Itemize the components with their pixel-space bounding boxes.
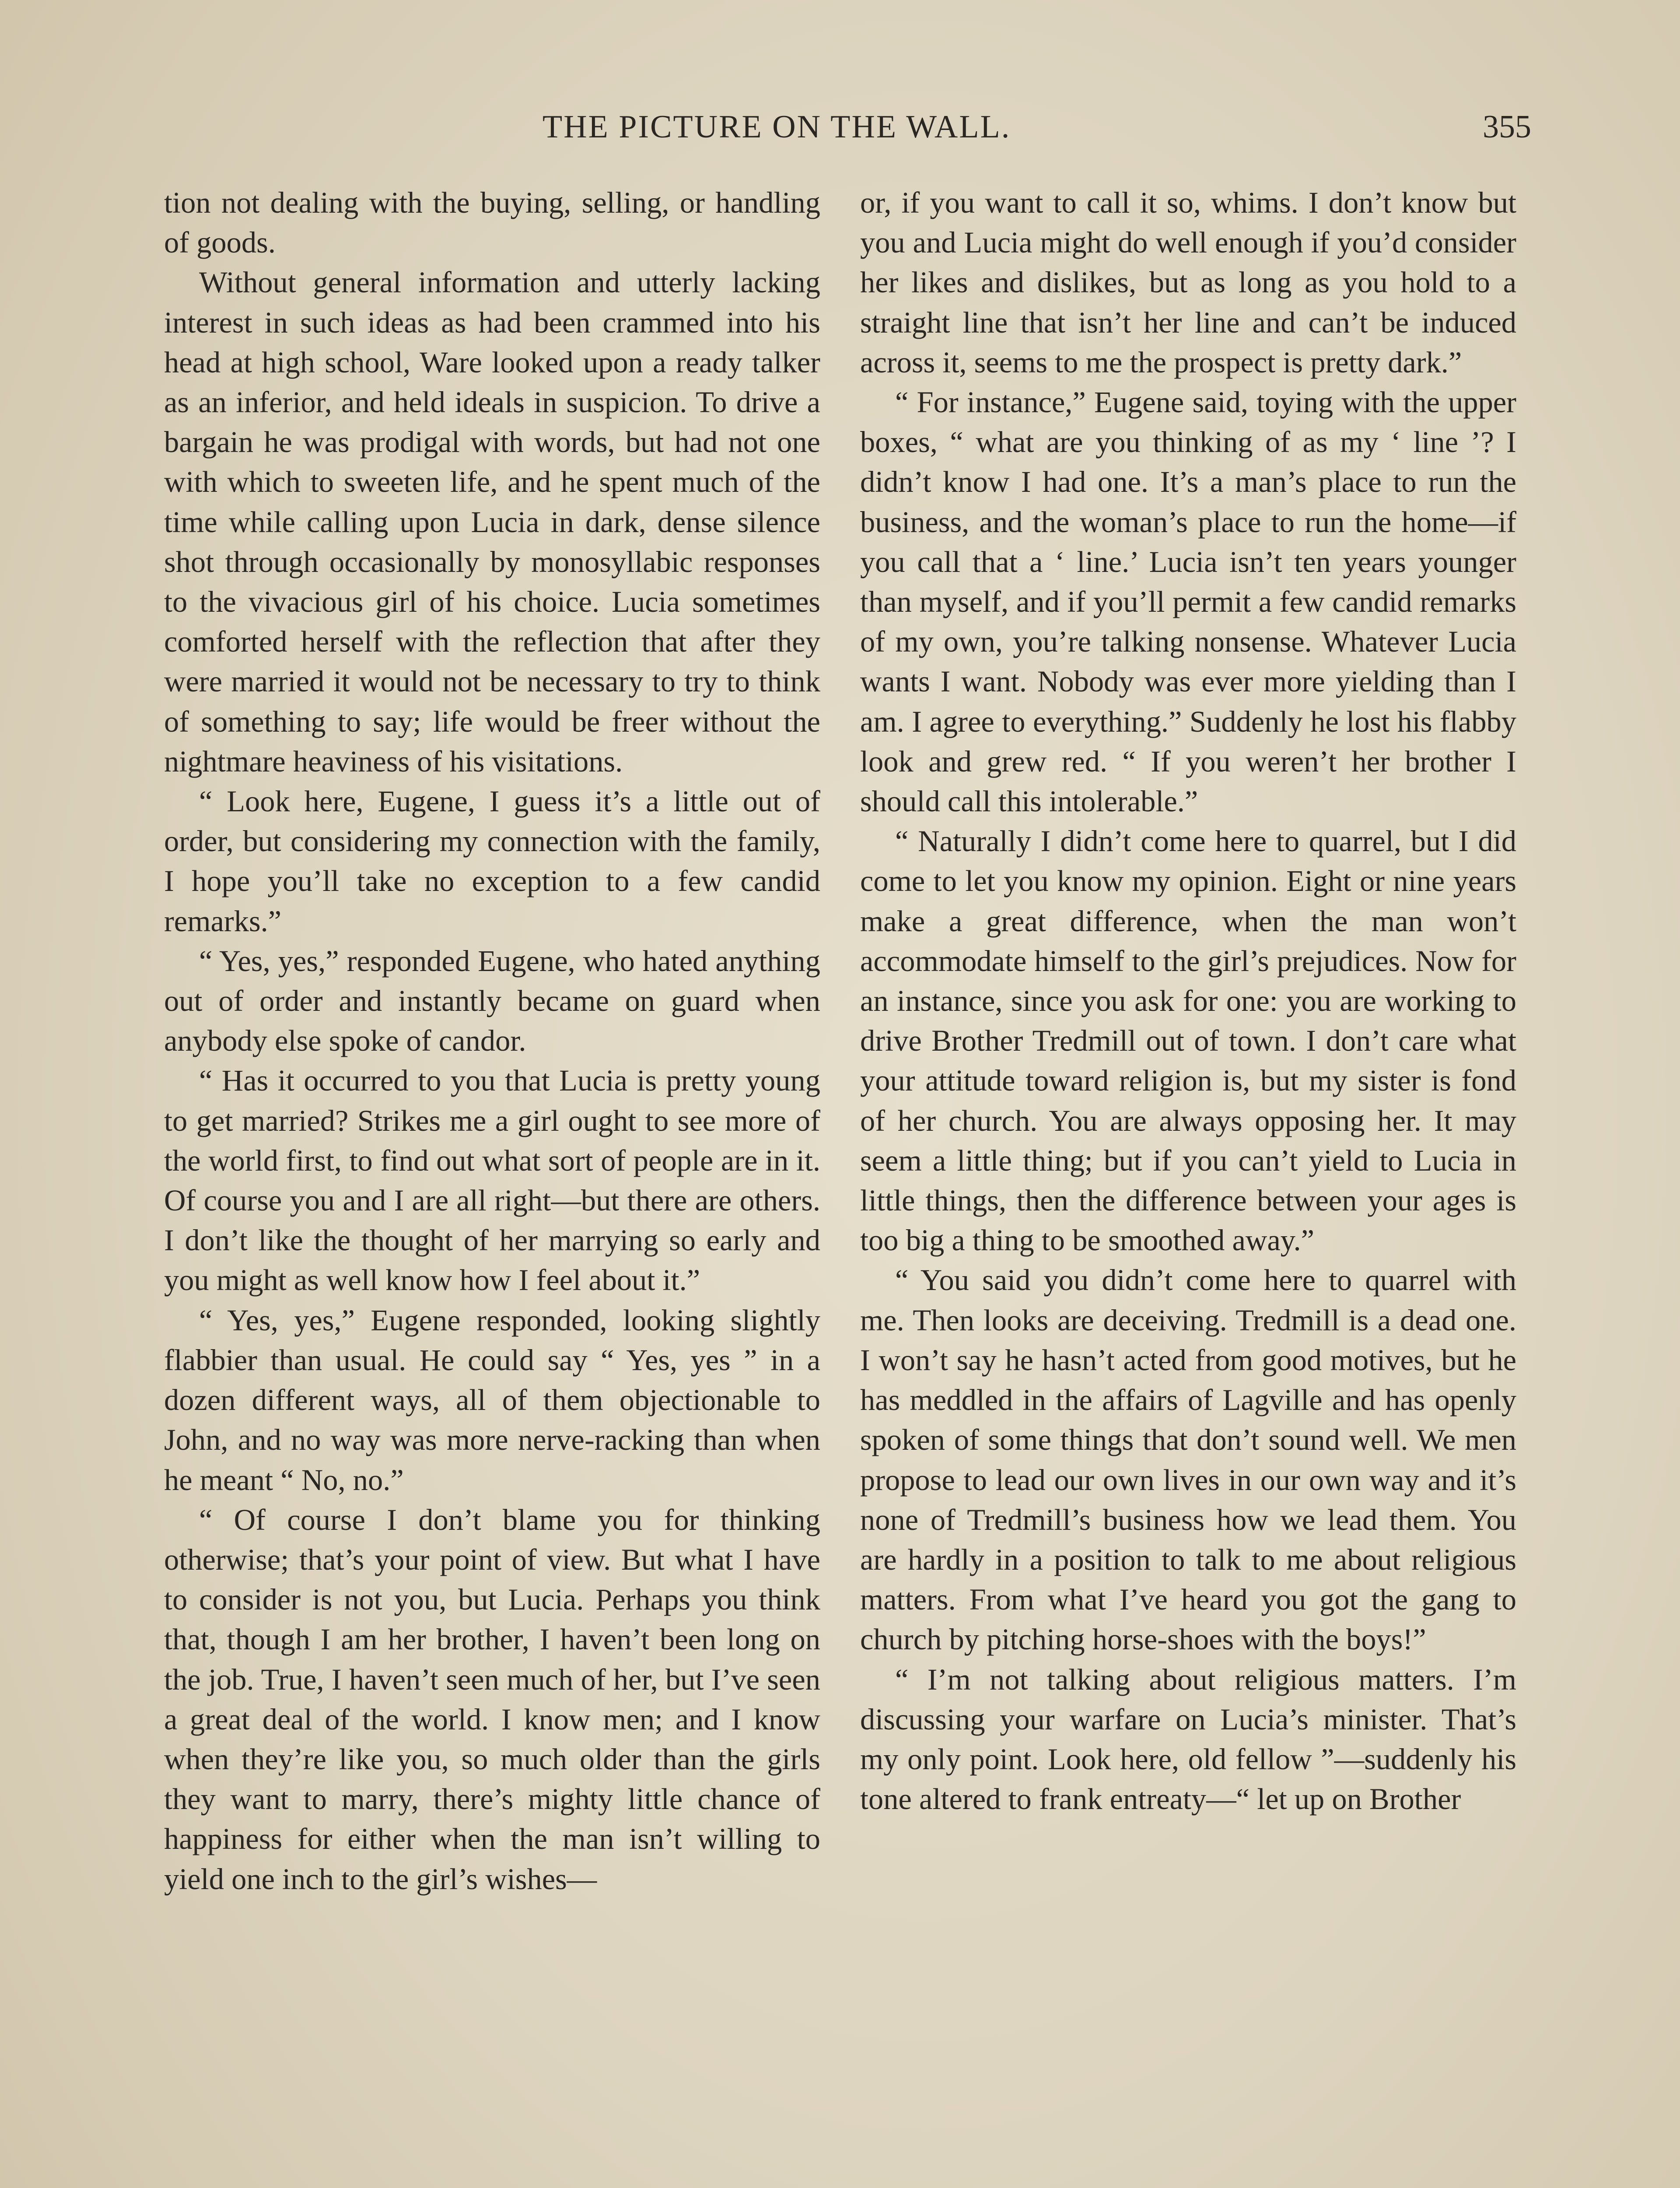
paragraph: “ Of course I don’t blame you for thinking otherwise; that’s your point of view. But what I have to consider is not you, but Lucia. Perhaps you think that, though I am her brother, I haven’t been long on the job. True, I haven’t seen much of her, but I’ve seen a great deal of the world. I know men; and I know when they’re like you, so much older than the girls they want to marry, there’s mighty little chance of happiness for either when the man isn’t willing to yield one inch to the girl’s wishes—: [164, 1503, 820, 1896]
paragraph: “ Yes, yes,” responded Eugene, who hated anything out of order and instantly became on guard when anybody else spoke of candor.: [164, 944, 820, 1058]
paragraph: tion not dealing with the buying, selling, or handling of goods.: [164, 186, 820, 259]
page-header: [158, 103, 1531, 151]
running-title: THE PICTURE ON THE WALL.: [542, 109, 1011, 145]
page-number: 355: [1483, 109, 1531, 145]
paragraph: “ You said you didn’t come here to quarrel with me. Then looks are deceiving. Tredmill is a dead one. I won’t say he hasn’t acted from good motives, but he has meddled in the affairs of Lagville and has openly spoken of some things that don’t sound well. We men propose to lead our own lives in our own way and it’s none of Tredmill’s business how we lead them. You are hardly in a position to talk to me about religious matters. From what I’ve heard you got the gang to church by pitching horse-shoes with the boys!”: [860, 1263, 1516, 1656]
paragraph: or, if you want to call it so, whims. I don’t know but you and Lucia might do well enough if you’d consider her likes and dislikes, but as long as you hold to a straight line that isn’t her line and can’t be induced across it, seems to me the prospect is pretty dark.”: [860, 186, 1516, 379]
paragraph: “ Has it occurred to you that Lucia is pretty young to get married? Strikes me a girl ought to see more of the world first, to find out what sort of people are in it. Of course you and I are all right—but there are others. I don’t like the thought of her marrying so early and you might as well know how I feel about it.”: [164, 1064, 820, 1297]
paragraph: “ For instance,” Eugene said, toying with the upper boxes, “ what are you thinking of as my ‘ line ’? I didn’t know I had one. It’s a man’s place to run the business, and the woman’s place to run the home—if you call that a ‘ line.’ Lucia isn’t ten years younger than myself, and if you’ll permit a few candid remarks of my own, you’re talking nonsense. Whatever Lucia wants I want. Nobody was ever more yielding than I am. I agree to everything.” Suddenly he lost his flabby look and grew red. “ If you weren’t her brother I should call this intolerable.”: [860, 386, 1516, 818]
paragraph: “ Naturally I didn’t come here to quarrel, but I did come to let you know my opinion. Eight or nine years make a great difference, when the man won’t accommodate himself to the girl’s prejudices. Now for an instance, since you ask for one: you are working to drive Brother Tredmill out of town. I don’t care what your attitude toward religion is, but my sister is fond of her church. You are always opposing her. It may seem a little thing; but if you can’t yield to Lucia in little things, then the difference between your ages is too big a thing to be smoothed away.”: [860, 824, 1516, 1257]
paragraph: “ I’m not talking about religious matters. I’m discussing your warfare on Lucia’s minister. That’s my only point. Look here, old fellow ”—suddenly his tone altered to frank entreaty—“ let up on Brother: [860, 1662, 1516, 1816]
paragraph: “ Yes, yes,” Eugene responded, looking slightly flabbier than usual. He could say “ Yes, yes ” in a dozen different ways, all of them objectionable to John, and no way was more nerve-racking than when he meant “ No, no.”: [164, 1303, 820, 1497]
right-column: [860, 183, 1516, 1819]
paragraph: Without general information and utterly lacking interest in such ideas as had been crammed into his head at high school, Ware looked upon a ready talker as an inferior, and held ideals in suspicion. To drive a bargain he was prodigal with words, but had not one with which to sweeten life, and he spent much of the time while calling upon Lucia in dark, dense silence shot through occasionally by monosyllabic responses to the vivacious girl of his choice. Lucia sometimes comforted herself with the reflection that after they were married it would not be necessary to try to think of something to say; life would be freer without the nightmare heaviness of his visitations.: [164, 266, 820, 778]
left-column: [164, 183, 820, 1899]
paragraph: “ Look here, Eugene, I guess it’s a little out of order, but considering my connection with the family, I hope you’ll take no exception to a few candid remarks.”: [164, 785, 820, 938]
